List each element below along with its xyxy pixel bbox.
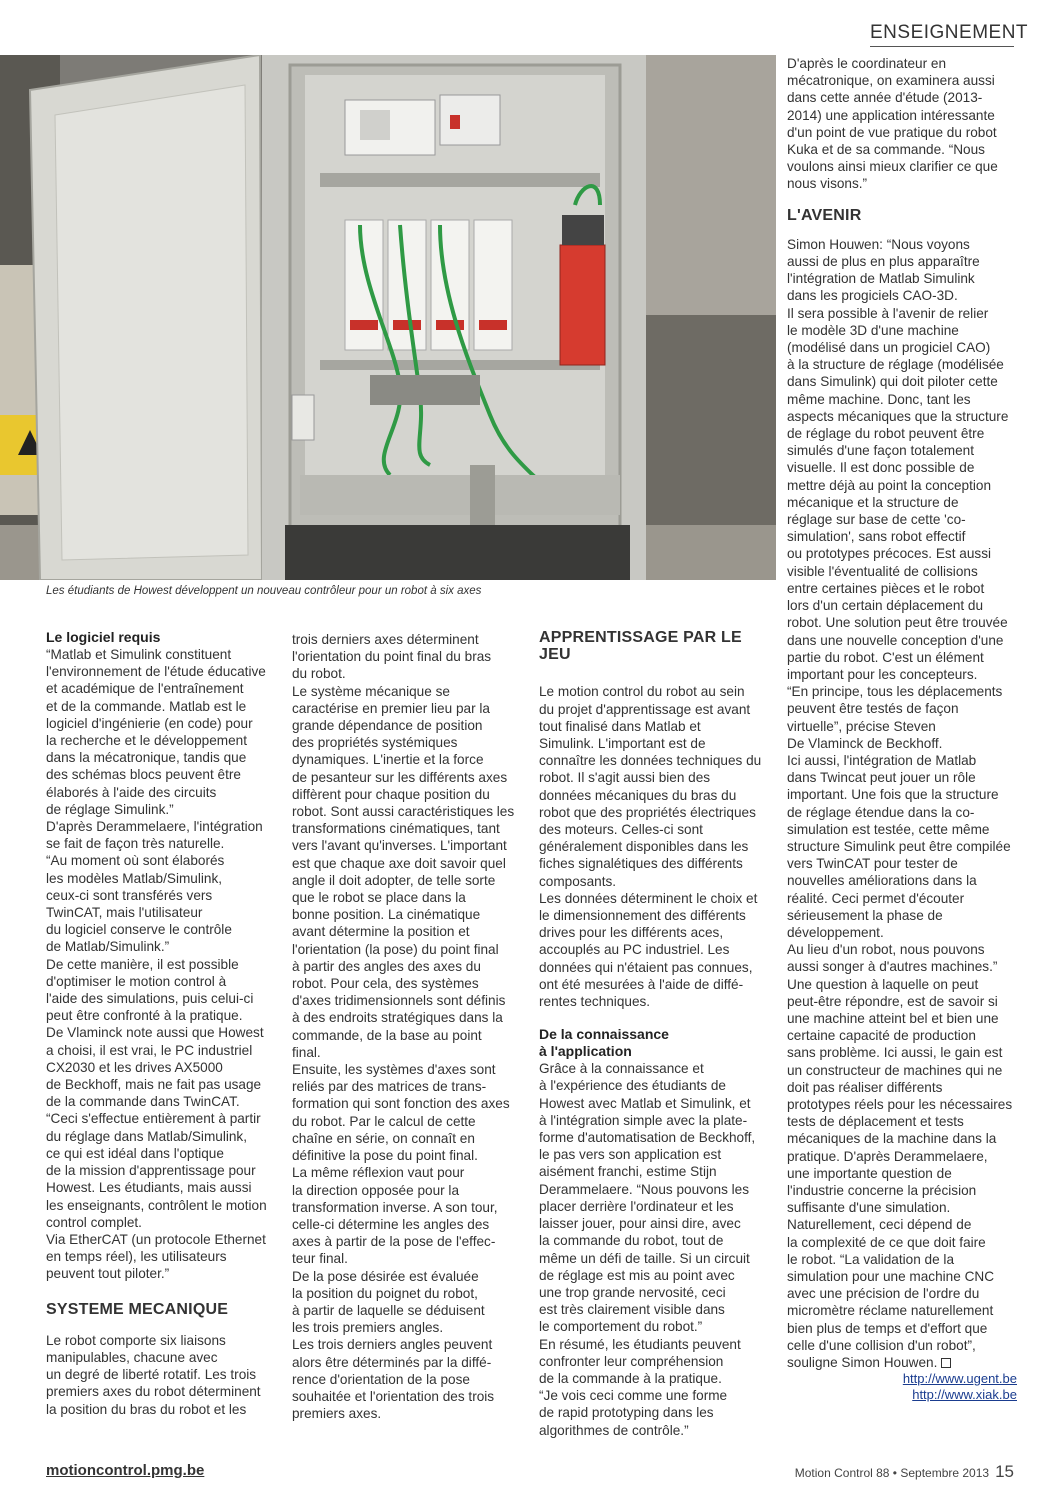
heading-apprentissage: APPRENTISSAGE PAR LE JEU: [539, 629, 742, 664]
paragraph: trois derniers axes déterminent l'orientation du point final du bras du robot. Le système mécanique se caractérise en premier lieu par la grande dépendance de position des propriétés systémiques dynamiques. L'inertie et la force de pesanteur sur les différents axes diffèrent pour chaque position du robot. Sont aussi caractéristiques les transformations cinématiques, tant vers l'avant qu'inverses. L'important est que chaque axe doit savoir quel angle il doit adopter, de telle sorte que le robot se place dans la bonne position. La cinématique avant détermine la position et l'orientation (la pose) du point final à partir des angles des axes du robot. Pour cela, des systèmes d'axes tridimensionnels sont définis à des endroits stratégiques dans la commande, de la base au point final. Ensuite, les systèmes d'axes sont reliés par des matrices de trans- formation qui sont fonction des axes du robot. Par le calcul de cette chaîne en série, on connaît en définitive la pose du point final. La même réflexion vaut pour la direction opposée pour la transformation inverse. A son tour, celle-ci détermine les angles des axes à partir de la pose de l'effec- teur final. De la pose désirée est évaluée la position du poignet du robot, à partir de laquelle se déduisent les trois premiers angles. Les trois derniers angles peuvent alors être déterminés par la diffé- rence d'orientation de la pose souhaitée et l'orientation des trois premiers axes.: [292, 632, 515, 1422]
control-cabinet-photo: [0, 55, 776, 580]
column-4: [787, 55, 1017, 1403]
page-number: 15: [995, 1462, 1014, 1481]
column-3: [539, 629, 771, 1439]
section-header: ENSEIGNEMENT: [870, 22, 1014, 47]
end-mark-icon: [941, 1358, 951, 1368]
heading-avenir: L'AVENIR: [787, 206, 862, 224]
paragraph-text: Simon Houwen: “Nous voyons aussi de plus en plus apparaître l'intégration de Matlab Simulink dans les progiciels CAO-3D. Il sera possible à l'avenir de relier le modèle 3D d'une machine (modélisé dans un progiciel CAO) à la structure de réglage (modélisée dans Simulink) qui doit piloter cette même machine. Donc, tant les aspects mécaniques que la structure de réglage du robot peuvent être simulés d'une façon totalement visuelle. Il est donc possible de mettre déjà au point la conception mécanique et la structure de réglage sur base de cette 'co- simulation', sans robot effectif ou prototypes précoces. Est aussi visible l'éventualité de collisions entre certaines pièces et le robot lors d'un certain déplacement du robot. Une solution peut être trouvée dans une nouvelle conception d'une partie du robot. C'est un élément important pour les concepteurs. “En principe, tous les déplacements peuvent être testés de façon virtuelle”, précise Steven De Vlaminck de Beckhoff. Ici aussi, l'intégration de Matlab dans Twincat peut jouer un rôle important. Une fois que la structure de réglage étendue dans la co- simulation est testée, cette même structure Simulink peut être compilée vers TwinCAT pour tester de nouvelles améliorations dans la réalité. Ceci permet d'écouter sérieusement la phase de développement. Au lieu d'un robot, nous pouvons aussi songer à d'autres machines.” Une question à laquelle on peut peut-être répondre, est de savoir si une machine atteint bel et bien une certaine capacité de production sans problème. Ici aussi, le gain est un constructeur de machines qui ne doit pas réaliser différents prototypes réels pour les nécessaires tests de déplacement et tests mécaniques de la machine dans la pratique. D'après Derammelaere, une importante question de l'industrie concerne la précision suffisante d'une simulation. Naturellement, ceci dépend de la complexité de ce que doit faire le robot. “La validation de la simulation pour une machine CNC avec une précision de l'ordre du micromètre réclame naturellement bien plus de temps et d'effort que celle d'une collision d'un robot”, souligne Simon Houwen.: [787, 236, 1013, 1371]
paragraph: [787, 236, 1017, 1371]
footer-website[interactable]: motioncontrol.pmg.be: [46, 1462, 205, 1479]
heading-systeme-mecanique: SYSTEME MECANIQUE: [46, 1300, 229, 1318]
column-1: [46, 629, 278, 1418]
links: [787, 1371, 1017, 1403]
issue-label: Motion Control 88 • Septembre 2013: [794, 1466, 990, 1480]
paragraph: “Matlab et Simulink constituent l'environnement de l'étude éducative et académique de l'entraînement et de la commande. Matlab est le logiciel d'ingénierie (en code) pour la recherche et le développement dans la mécatronique, tandis que des schémas blocs peuvent être élaborés à l'aide des circuits de réglage Simulink.” D'après Derammelaere, l'intégration se fait de façon très naturelle. “Au moment où sont élaborés les modèles Matlab/Simulink, ceux-ci sont transférés vers TwinCAT, mais l'utilisateur du logiciel conserve le contrôle de Matlab/Simulink.” De cette manière, il est possible d'optimiser le motion control à l'aide des simulations, puis celui-ci peut être confronté à la pratique. De Vlaminck note aussi que Howest a choisi, il est vrai, le PC industriel CX2030 et les drives AX5000 de Beckhoff, mais ne fait pas usage de la commande dans TwinCAT. “Ceci s'effectue entièrement à partir du réglage dans Matlab/Simulink, ce qui est idéal dans l'optique de la mission d'apprentissage pour Howest. Les étudiants, mais aussi les enseignants, contrôlent le motion control complet. Via EtherCAT (un protocole Ethernet en temps réel), les utilisateurs peuvent tout piloter.”: [46, 647, 267, 1282]
paragraph: Le robot comporte six liaisons manipulables, chacune avec un degré de liberté rotatif. Les trois premiers axes du robot déterminent la position du bras du robot et les: [46, 1332, 261, 1417]
paragraph: Grâce à la connaissance et à l'expérience des étudiants de Howest avec Matlab et Simulink, et à l'intégration simple avec la plate- forme d'automatisation de Beckhoff, le pas vers son application est aisément franchi, estime Stijn Derammelaere. “Nous pouvons les placer derrière l'ordinateur et les laisser jouer, pour ainsi dire, avec la commande du robot, tout de même un défi de taille. Si un circuit de réglage est mis au point avec une trop grande nervosité, ceci est très clairement visible dans le comportement du robot.” En résumé, les étudiants peuvent confronter leur compréhension de la commande à la pratique. “Je vois ceci comme une forme de rapid prototyping dans les algorithmes de contrôle.”: [539, 1061, 756, 1438]
column-2: [292, 631, 524, 1422]
subheading-logiciel: Le logiciel requis: [46, 629, 161, 645]
paragraph: D'après le coordinateur en mécatronique, on examinera aussi dans cette année d'étude (2013- 2014) une application intéressante d'un point de vue pratique du robot Kuka et de sa commande. “Nous voulons ainsi mieux clarifier ce que nous visons.”: [787, 56, 998, 192]
subheading-connaissance: De la connaissance à l'application: [539, 1026, 669, 1060]
photo-caption: Les étudiants de Howest développent un nouveau contrôleur pour un robot à six axes: [46, 585, 482, 597]
link-xiak[interactable]: http://www.xiak.be: [912, 1387, 1017, 1403]
link-ugent[interactable]: http://www.ugent.be: [902, 1371, 1017, 1387]
footer-issue: [795, 1462, 1014, 1482]
paragraph: Le motion control du robot au sein du projet d'apprentissage est avant tout finalisé dans Matlab et Simulink. L'important est de connaître les données techniques du robot. Il s'agit aussi bien des données mécaniques du bras du robot que des propriétés électriques des moteurs. Celles-ci sont généralement disponibles dans les fiches signalétiques des différents composants. Les données déterminent le choix et le dimensionnement des différents drives pour les différents aces, accouplés au PC industriel. Les données qui n'étaient pas connues, ont été mesurées à l'aide de diffé- rentes techniques.: [539, 684, 762, 1010]
